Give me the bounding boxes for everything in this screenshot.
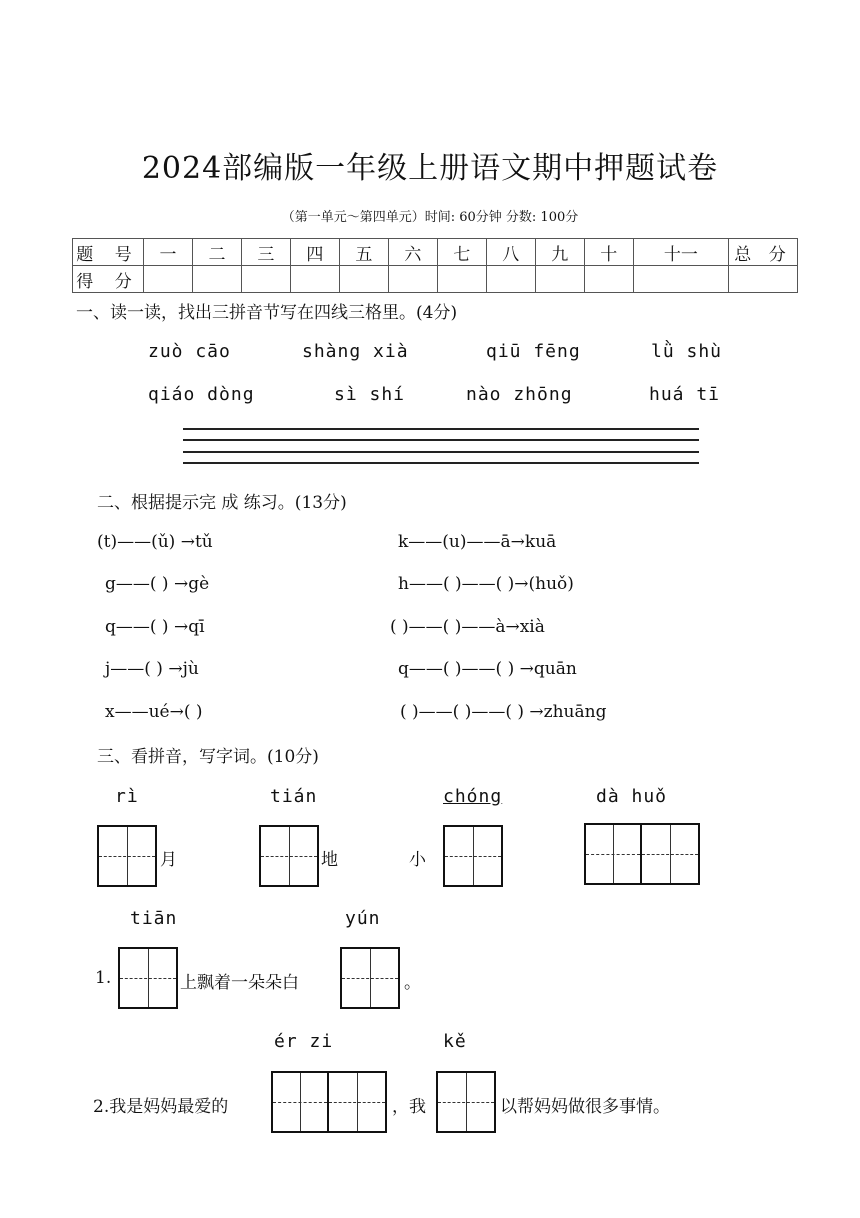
pinyin-item: shàng xià xyxy=(302,341,409,362)
score-col: 十一 xyxy=(633,239,728,266)
spelling-exercise: x——ué→( ) xyxy=(105,702,203,722)
sentence-text: ，我 xyxy=(392,1097,426,1117)
score-col: 一 xyxy=(144,239,193,266)
word-suffix: 地 xyxy=(321,850,338,870)
spelling-exercise: (t)——(ǔ) →tǔ xyxy=(97,532,213,552)
pinyin-item: huá tī xyxy=(649,384,721,405)
page-title: 2024部编版一年级上册语文期中押题试卷 xyxy=(141,151,719,186)
score-head-label: 题 号 xyxy=(73,239,144,266)
spelling-exercise: h——( )——( )→(huǒ) xyxy=(398,574,574,594)
tianzige-box[interactable] xyxy=(340,947,400,1009)
score-table-row-header xyxy=(73,239,798,266)
score-cell[interactable] xyxy=(729,266,798,293)
tianzige-box-double[interactable] xyxy=(584,823,700,885)
score-col: 四 xyxy=(290,239,339,266)
sentence-text: 。 xyxy=(404,973,421,993)
tianzige-box-double[interactable] xyxy=(271,1071,387,1133)
sentence-text: 2.我是妈妈最爱的 xyxy=(93,1097,229,1117)
four-line-writing-area[interactable] xyxy=(183,428,699,464)
tianzige-box[interactable] xyxy=(97,825,157,887)
score-cell[interactable] xyxy=(486,266,535,293)
sentence-text: 以帮妈妈做很多事情。 xyxy=(500,1097,670,1117)
tianzige-box[interactable] xyxy=(436,1071,496,1133)
section3-heading: 三、看拼音，写字词。(10分) xyxy=(97,747,319,767)
pinyin-prompt: dà huǒ xyxy=(596,786,668,807)
score-cell[interactable] xyxy=(290,266,339,293)
score-total-label: 总 分 xyxy=(729,239,798,266)
score-col: 三 xyxy=(241,239,290,266)
spelling-exercise: ( )——( )——( ) →zhuāng xyxy=(400,702,607,722)
pinyin-item: lǜ shù xyxy=(651,341,723,362)
spelling-exercise: q——( )——( ) →quān xyxy=(398,659,577,679)
score-col: 七 xyxy=(437,239,486,266)
spelling-exercise: k——(u)——ā→kuā xyxy=(398,532,557,552)
score-cell[interactable] xyxy=(144,266,193,293)
score-col: 八 xyxy=(486,239,535,266)
score-col: 六 xyxy=(388,239,437,266)
tianzige-box[interactable] xyxy=(118,947,178,1009)
word-suffix: 月 xyxy=(160,850,177,870)
pinyin-item: zuò cāo xyxy=(148,341,231,362)
score-cell[interactable] xyxy=(339,266,388,293)
score-cell[interactable] xyxy=(633,266,728,293)
section2-heading: 二、根据提示完 成 练习。(13分) xyxy=(97,493,347,513)
pinyin-prompt: tián xyxy=(270,786,318,807)
sentence-text: 上飘着一朵朵白 xyxy=(180,973,299,993)
tianzige-box[interactable] xyxy=(259,825,319,887)
section1-heading: 一、读一读，找出三拼音节写在四线三格里。(4分) xyxy=(76,303,458,323)
pinyin-prompt: ér zi xyxy=(274,1031,334,1052)
sentence-number: 1. xyxy=(95,968,112,988)
tianzige-box[interactable] xyxy=(443,825,503,887)
exam-subtitle: （第一单元～第四单元）时间: 60分钟 分数: 100分 xyxy=(281,210,579,225)
score-cell[interactable] xyxy=(535,266,584,293)
pinyin-prompt: rì xyxy=(115,786,139,807)
pinyin-prompt: tiān xyxy=(130,908,178,929)
score-cell[interactable] xyxy=(192,266,241,293)
pinyin-item: qiáo dòng xyxy=(148,384,255,405)
score-table xyxy=(72,238,798,293)
score-col: 十 xyxy=(584,239,633,266)
score-row-label: 得 分 xyxy=(73,266,144,293)
score-cell[interactable] xyxy=(437,266,486,293)
spelling-exercise: g——( ) →gè xyxy=(105,574,210,594)
score-table-row-score xyxy=(73,266,798,293)
score-col: 五 xyxy=(339,239,388,266)
score-cell[interactable] xyxy=(388,266,437,293)
score-cell[interactable] xyxy=(241,266,290,293)
spelling-exercise: q——( ) →qī xyxy=(105,617,205,637)
pinyin-prompt: chóng xyxy=(443,786,503,807)
pinyin-prompt: kě xyxy=(443,1031,467,1052)
score-col: 二 xyxy=(192,239,241,266)
pinyin-item: nào zhōng xyxy=(466,384,573,405)
score-col: 九 xyxy=(535,239,584,266)
spelling-exercise: j——( ) →jù xyxy=(105,659,199,679)
pinyin-prompt: yún xyxy=(345,908,381,929)
word-prefix: 小 xyxy=(409,850,426,870)
score-cell[interactable] xyxy=(584,266,633,293)
pinyin-item: sì shí xyxy=(334,384,406,405)
pinyin-item: qiū fēng xyxy=(486,341,581,362)
spelling-exercise: ( )——( )——à→xià xyxy=(390,617,545,637)
